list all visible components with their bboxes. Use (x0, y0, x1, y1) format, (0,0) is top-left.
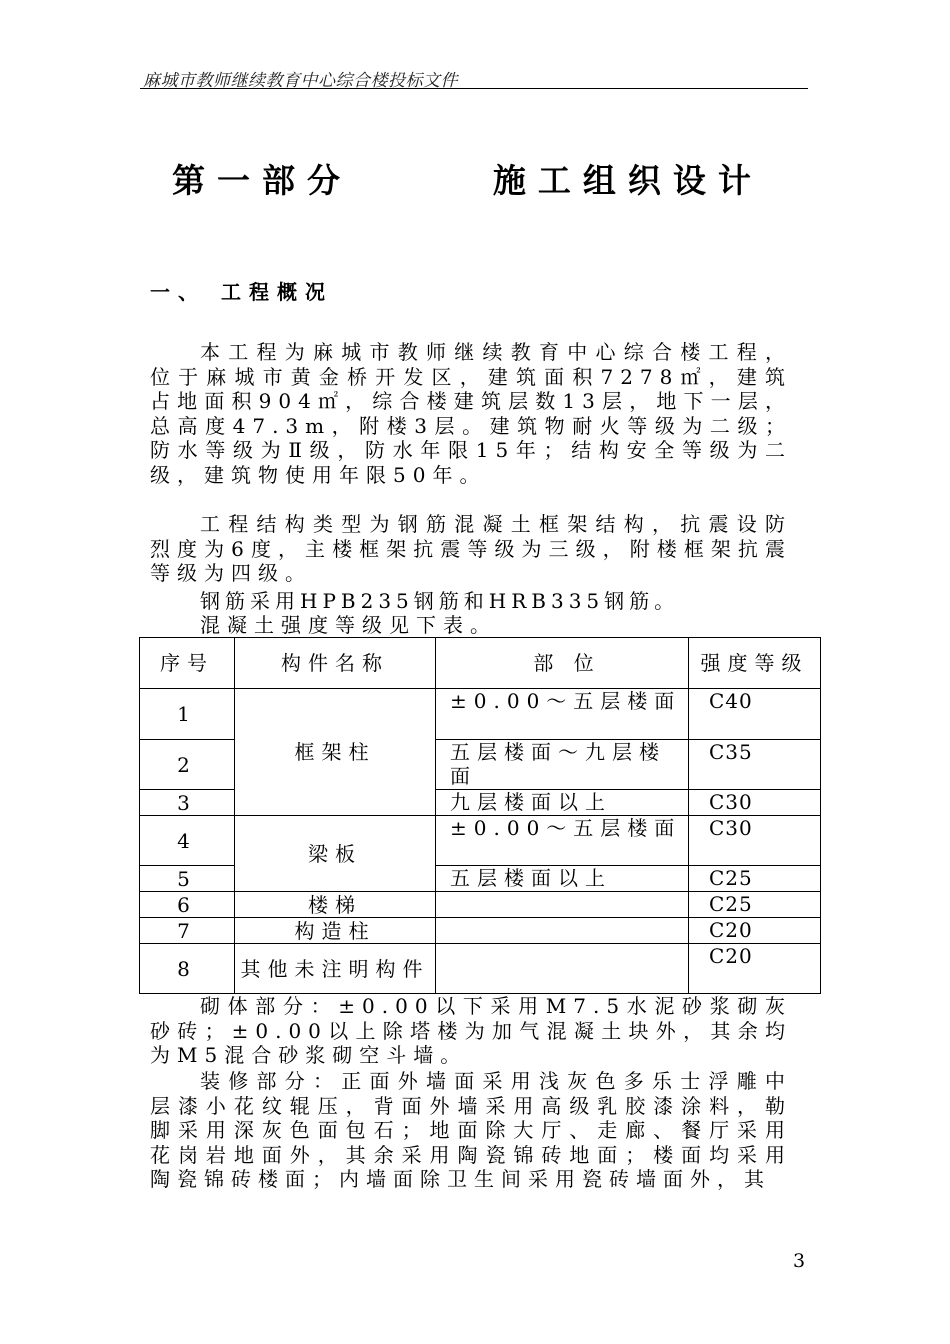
cell-no: 6 (140, 892, 235, 918)
cell-grade: C25 (689, 892, 821, 918)
header-cell-name: 构件名称 (235, 638, 436, 689)
page-number: 3 (793, 1250, 806, 1272)
section-heading: 一、 工程概况 (150, 280, 333, 304)
paragraph-concrete-intro: 混凝土强度等级见下表。 (200, 613, 497, 637)
table-row (140, 918, 821, 944)
cell-name: 其他未注明构件 (235, 944, 436, 994)
cell-no: 5 (140, 866, 235, 892)
cell-grade: C25 (689, 866, 821, 892)
part-title: 第一部分 施工组织设计 (172, 161, 763, 200)
paragraph-rebar: 钢筋采用HPB235钢筋和HRB335钢筋。 (200, 589, 680, 613)
header-cell-no: 序号 (140, 638, 235, 689)
table-row (140, 816, 821, 866)
cell-grade: C30 (689, 790, 821, 816)
table-row (140, 689, 821, 740)
cell-part: ±0.00～五层楼面 (436, 689, 689, 740)
paragraph-decoration: 装修部分：正面外墙面采用浅灰色多乐士浮雕中层漆小花纹辊压，背面外墙采用高级乳胶漆涂料，勒脚采用深灰色面包石；地面除大厅、走廊、餐厅采用花岗岩地面外，其余采用陶瓷锦砖地面；楼面均采用陶瓷锦砖楼面；内墙面除卫生间采用瓷砖墙面外，其 (150, 1069, 792, 1191)
cell-name: 构造柱 (235, 918, 436, 944)
concrete-grade-table (139, 637, 821, 994)
cell-grade: C35 (689, 740, 821, 790)
cell-grade: C20 (689, 918, 821, 944)
cell-no: 3 (140, 790, 235, 816)
table-header-row (140, 638, 821, 689)
header-cell-part: 部 位 (436, 638, 689, 689)
cell-no: 8 (140, 944, 235, 994)
cell-grade: C20 (689, 944, 821, 994)
cell-part (436, 944, 689, 994)
cell-grade: C30 (689, 816, 821, 866)
cell-no: 2 (140, 740, 235, 790)
paragraph-structure-type: 工程结构类型为钢筋混凝土框架结构，抗震设防烈度为6度，主楼框架抗震等级为三级，附楼框架抗震等级为四级。 (150, 512, 792, 585)
paragraph-masonry: 砌体部分：±0.00以下采用M7.5水泥砂浆砌灰砂砖；±0.00以上除塔楼为加气混凝土块外，其余均为M5混合砂浆砌空斗墙。 (150, 994, 792, 1067)
document-header-title: 麻城市教师继续教育中心综合楼投标文件 (143, 71, 458, 91)
cell-part: 五层楼面～九层楼面 (436, 740, 689, 790)
cell-part (436, 918, 689, 944)
header-divider (140, 88, 808, 89)
cell-name: 框架柱 (235, 689, 436, 816)
cell-name: 楼梯 (235, 892, 436, 918)
cell-no: 4 (140, 816, 235, 866)
cell-no: 7 (140, 918, 235, 944)
paragraph-project-overview: 本工程为麻城市教师继续教育中心综合楼工程，位于麻城市黄金桥开发区，建筑面积7278㎡，建筑占地面积904㎡，综合楼建筑层数13层，地下一层，总高度47.3m，附楼3层。建筑物耐火等级为二级；防水等级为Ⅱ级，防水年限15年；结构安全等级为二级，建筑物使用年限50年。 (150, 340, 792, 487)
table-row (140, 944, 821, 994)
header-cell-grade: 强度等级 (689, 638, 821, 689)
cell-part: 九层楼面以上 (436, 790, 689, 816)
table-row (140, 892, 821, 918)
cell-no: 1 (140, 689, 235, 740)
cell-part: ±0.00～五层楼面 (436, 816, 689, 866)
cell-part (436, 892, 689, 918)
cell-name: 梁板 (235, 816, 436, 892)
cell-part: 五层楼面以上 (436, 866, 689, 892)
cell-grade: C40 (689, 689, 821, 740)
